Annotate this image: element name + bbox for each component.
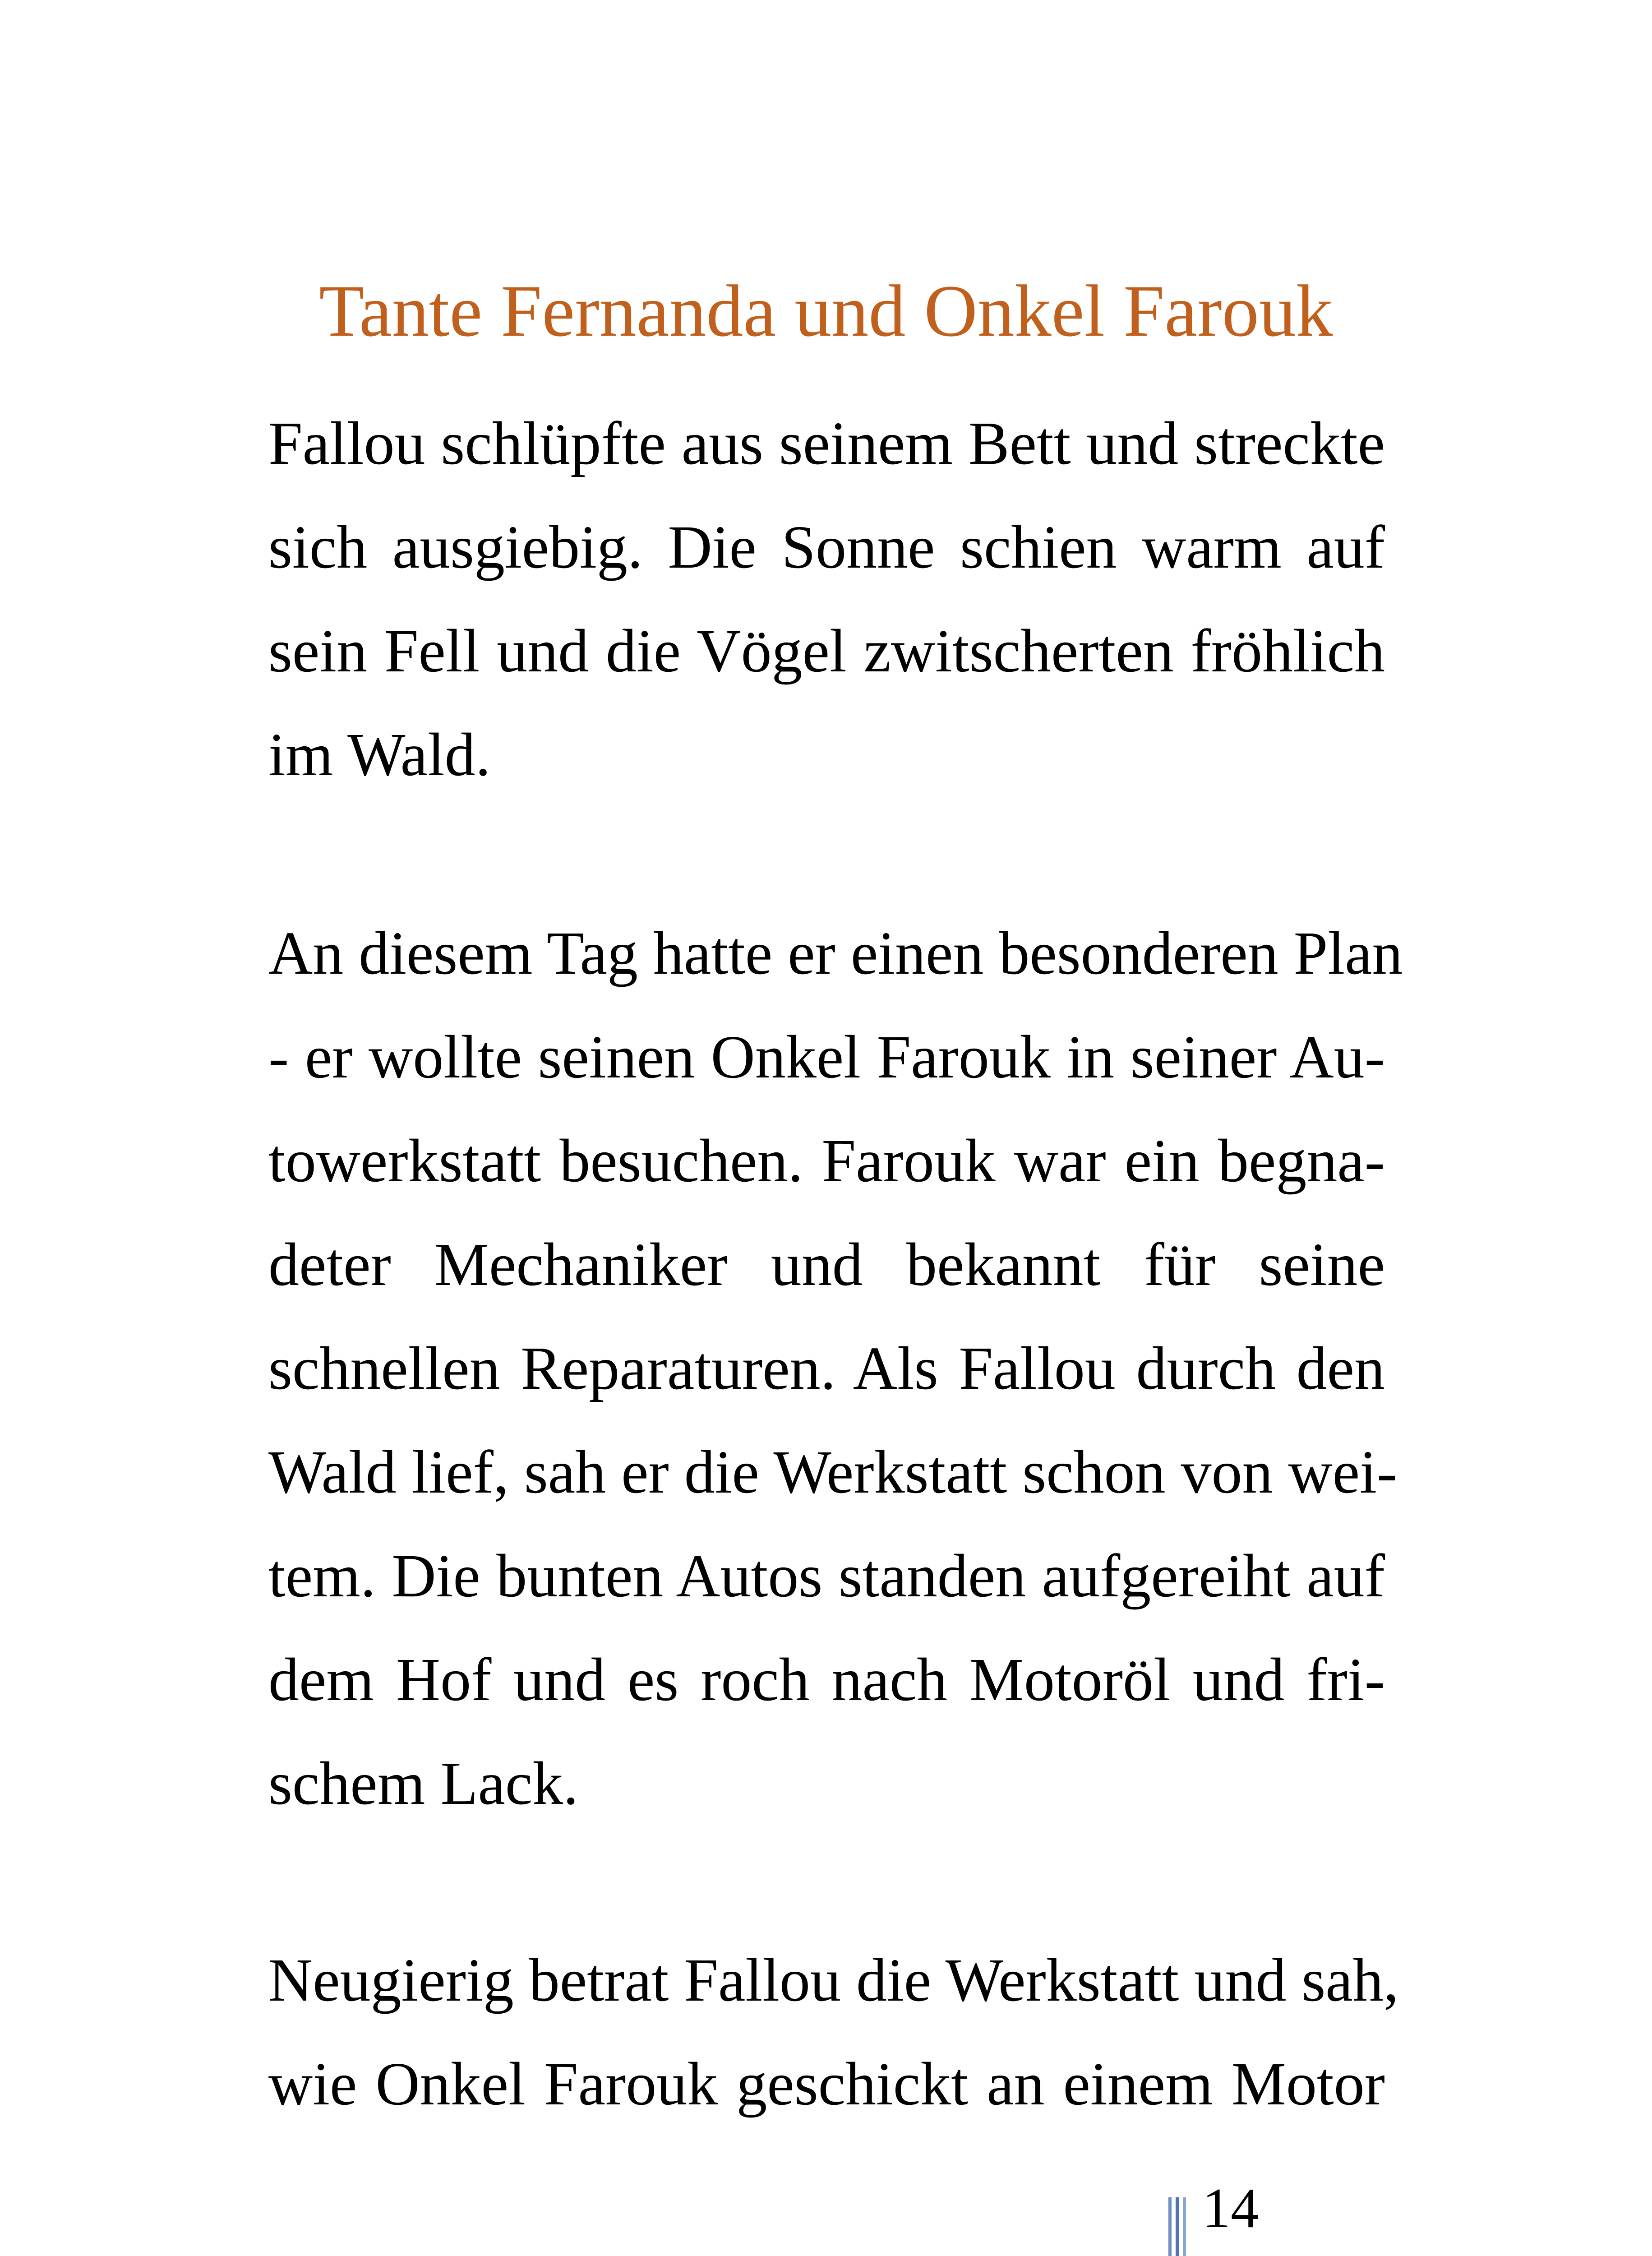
page-number-rule (1168, 2197, 1172, 2256)
text-line: im Wald. (268, 721, 491, 789)
chapter-title: Tante Fernanda und Onkel Farouk (319, 270, 1333, 352)
text-line: dem Hof und es roch nach Motoröl und fri- (268, 1646, 1385, 1714)
text-line: sein Fell und die Vögel zwitscherten fröhlich (268, 617, 1385, 685)
paragraph-1 (268, 392, 1385, 807)
text-line: tem. Die bunten Autos standen aufgereiht auf (268, 1542, 1385, 1610)
text-line: schnellen Reparaturen. Als Fallou durch den (268, 1335, 1385, 1402)
text-line: deter Mechaniker und bekannt für seine (268, 1231, 1385, 1299)
page-number-rule (1183, 2197, 1186, 2256)
paragraph-3 (268, 1928, 1399, 2136)
text-line: Wald lief, sah er die Werkstatt schon von wei- (268, 1438, 1398, 1506)
text-line: - er wollte seinen Onkel Farouk in seiner Au- (268, 1023, 1385, 1091)
paragraph-2 (268, 901, 1403, 1835)
text-line: An diesem Tag hatte er einen besonderen Plan (268, 920, 1403, 987)
text-line: towerkstatt besuchen. Farouk war ein begna- (268, 1127, 1385, 1195)
page-number: 14 (1202, 2177, 1259, 2240)
text-line: Neugierig betrat Fallou die Werkstatt und sah, (268, 1946, 1399, 2014)
text-line: wie Onkel Farouk geschickt an einem Motor (268, 2050, 1385, 2118)
page-number-rule (1176, 2197, 1179, 2256)
text-line: sich ausgiebig. Die Sonne schien warm auf (268, 513, 1385, 581)
text-line: schem Lack. (268, 1750, 579, 1817)
text-line: Fallou schlüpfte aus seinem Bett und streckte (268, 410, 1385, 477)
